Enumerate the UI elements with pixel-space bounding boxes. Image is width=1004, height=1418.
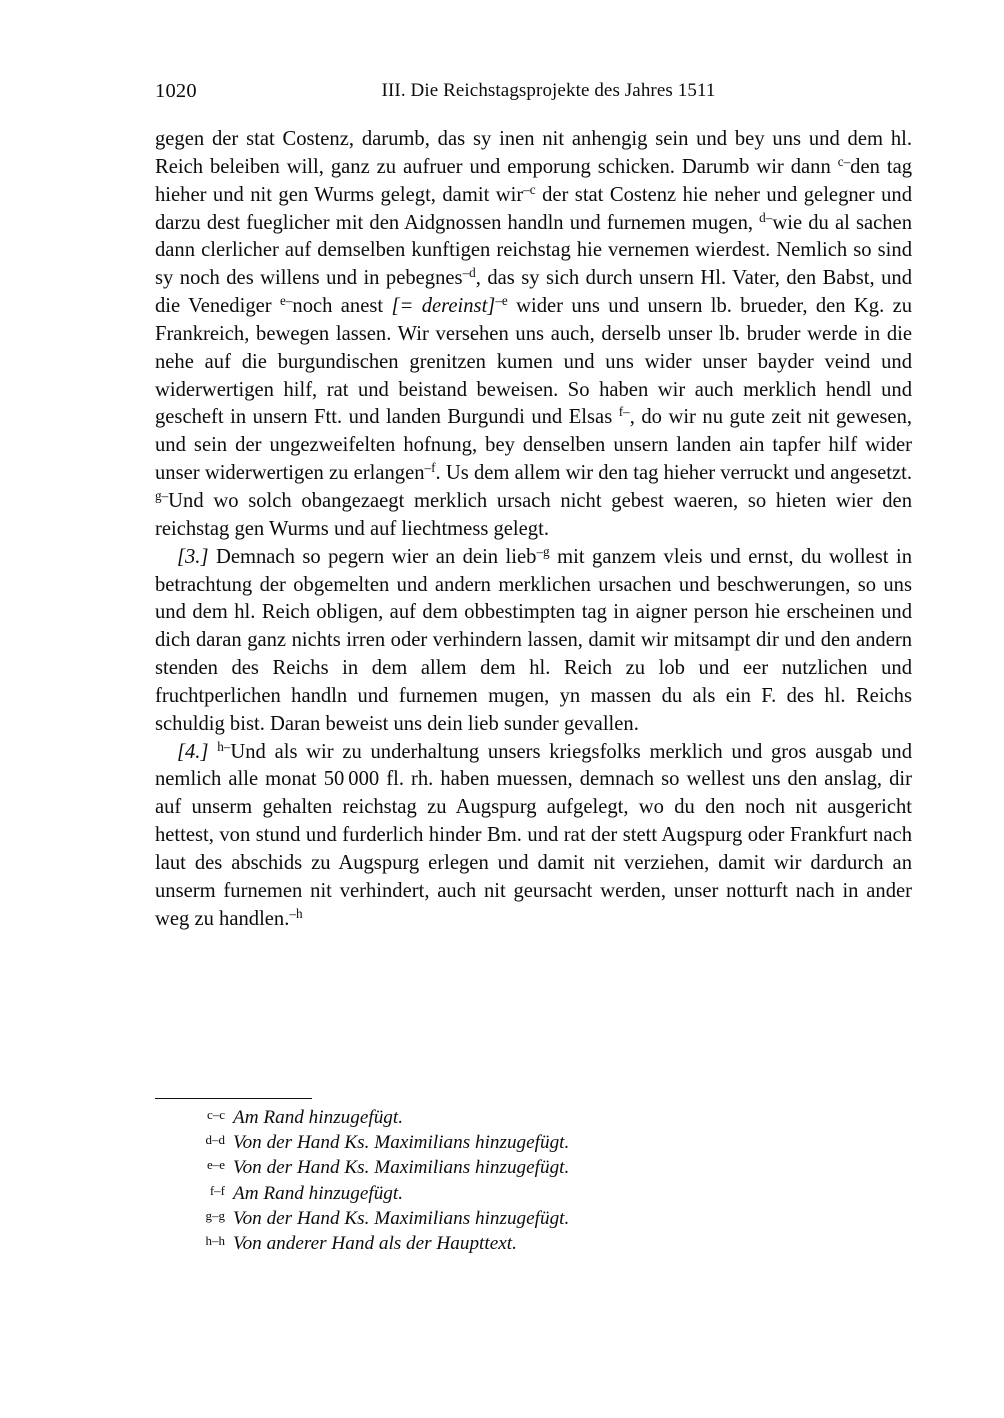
paragraph-para-continuation [155,126,912,544]
body-text-run: Und als wir zu underhaltung unsers kriegsfolks merklich und gros ausgab und nemlich alle monat 50 [155,740,912,791]
body-text-run: wie du al sachen dann clerlicher auf demselben kunftigen reichstag hie vernemen wierdest. Nemlich so sind sy noch des willens und in pebegnes [155,211,912,290]
footnote-item [155,1181,912,1206]
footnote-item-mark: h–h [205,1232,225,1248]
footnote-item-mark: c–c [206,1107,225,1122]
footnote-item [155,1206,912,1231]
footnote-item-mark: f–f [209,1182,225,1198]
footnote-item [155,1105,912,1130]
footnote-item [155,1231,912,1256]
body-text-run: der stat Costenz hie neher und gelegner und darzu dest fueglicher mit den Aidgnossen handln und furnemen mugen, [155,183,912,234]
body-text-run: , das sy sich durch unsern Hl. Vater, den Babst, und die Venediger [155,267,912,318]
body-text-run: 000 fl. rh. haben muessen, demnach so wellest uns den anslag, dir auf unserm gehalten reichstag zu Augspurg aufgelegt, wo du den noch nit ausgericht hettest, von stund und furderlich hinder Bm. und rat der stett Augspurg oder Frankfurt nach laut des abschids zu Augspurg erlegen und damit nit verziehen, damit wir dardurch an unserm furnemen nit verhindert, auch nit geursacht werden, unser notturft nach in ander weg zu handlen. [155,768,913,930]
footnote-item-mark: g–g [205,1207,225,1223]
footnote-marker: –c [523,181,536,197]
paragraph-para-4 [155,739,912,934]
body-text-run: noch anest [292,295,392,318]
footnote-marker: d– [759,209,773,225]
footnote-item-text: Am Rand hinzugefügt. [233,1107,404,1128]
footnote-marker: –e [495,293,508,309]
footnote-marker: –d [462,265,476,281]
running-title: III. Die Reichstagsprojekte des Jahres 1511 [381,80,716,101]
page-number: 1020 [155,80,197,102]
running-head [155,78,912,104]
footnote-item-text: Von der Hand Ks. Maximilians hinzugefügt. [233,1132,570,1154]
italic-text: [3.] [177,545,209,568]
italic-text: [4.] [177,740,209,763]
body-text-run: Demnach so pegern wier an dein lieb [208,545,537,568]
body-text-run: . Us dem allem wir den tag hieher verruckt und angesetzt. [435,462,912,485]
footnote-marker: f– [618,404,630,420]
footnote-item-text: Von anderer Hand als der Haupttext. [233,1232,517,1254]
footnote-item-mark: d–d [205,1132,225,1148]
footnote-item [155,1155,912,1180]
footnote-marker: h– [217,738,231,754]
footnote-marker: g– [155,488,169,504]
body-text-run: wider uns und unsern lb. brueder, den Kg. zu Frankreich, bewegen lassen. Wir versehen uns auch, derselb unser lb. bruder werde in die nehe auf die burgundischen grenitzen kumen und uns wider unser bayder veind und widerwertigen hilf, rat und beistand beweisen. So haben wir auch merklich hendl und gescheft in unsern Ftt. und landen Burgundi und Elsas [155,295,913,429]
footnote-item-mark: e–e [206,1157,225,1173]
footnote-apparatus [155,1105,912,1256]
footnote-marker: e– [279,293,293,309]
italic-text: [= dereinst] [391,295,496,318]
footnote-rule [155,1098,312,1099]
footnote-marker: –g [536,543,550,559]
footnote-marker: c– [837,154,851,169]
body-text-run [208,741,217,763]
body-text-run: mit ganzem vleis und ernst, du wollest in betrachtung der obgemelten und andern merklichen ursachen und beschwerungen, so uns und dem hl. Reich obligen, auf dem obbestimpten tag in aigner person hie erscheinen und dich daran ganz nichts irren oder verhindern lassen, damit wir mitsampt dir und den andern stenden des Reichs in dem allem dem hl. Reich zu lob und eer nutzlichen und fruchtperlichen handln und furnemen mugen, yn massen du als ein F. des hl. Reichs schuldig bist. Daran beweist uns dein lieb sunder gevallen. [155,545,913,735]
footnote-item-text: Am Rand hinzugefügt. [233,1182,404,1204]
paragraph-para-3 [155,544,912,739]
footnote-item-text: Von der Hand Ks. Maximilians hinzugefügt. [233,1157,570,1179]
footnote-marker: –h [289,905,303,921]
body-text-run: Und wo solch obangezaegt merklich ursach nicht gebest waeren, so hieten wier den reichstag gen Wurms und auf liechtmess gelegt. [155,489,912,540]
footnote-marker: –f [424,460,436,476]
body-text-block [155,126,912,933]
body-text-run: , do wir nu gute zeit nit gewesen, und sein der ungezweifelten hofnung, bey denselben unsern landen ain tapfer hilf wider unser widerwertigen zu erlangen [155,406,913,485]
footnote-item [155,1130,912,1155]
footnote-item-text: Von der Hand Ks. Maximilians hinzugefügt. [233,1207,570,1229]
body-text-run: den tag hieher und nit gen Wurms gelegt, damit wir [155,155,913,206]
body-text-run: gegen der stat Costenz, darumb, das sy inen nit anhengig sein und bey uns und dem hl. Reich beleiben will, ganz zu aufruer und emporung schicken. Darumb wir dann [155,128,912,178]
